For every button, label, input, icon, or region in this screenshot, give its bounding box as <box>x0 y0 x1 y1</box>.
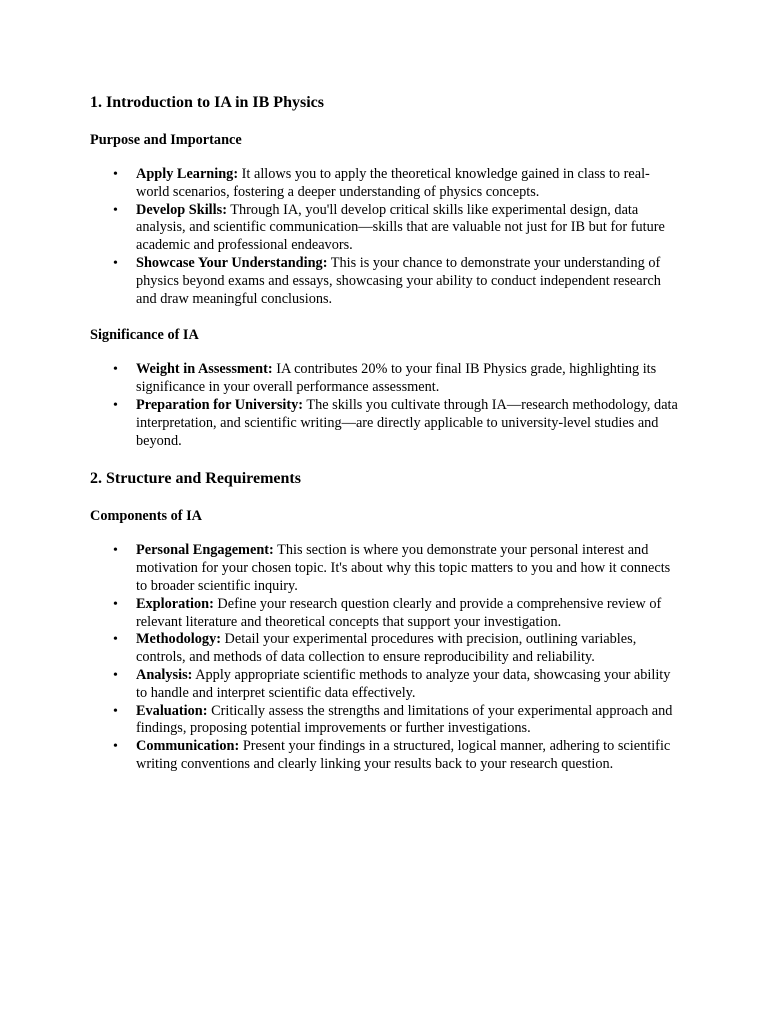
item-label: Analysis: <box>136 666 193 683</box>
list-item <box>113 166 678 202</box>
bullet-icon: • <box>113 397 118 413</box>
list-item <box>113 254 678 308</box>
bullet-icon: • <box>113 255 118 271</box>
list-item <box>113 702 678 739</box>
list-item <box>113 631 678 667</box>
item-label: Evaluation: <box>136 702 208 719</box>
bullet-icon: • <box>113 596 118 612</box>
item-label: Communication: <box>136 738 240 755</box>
subsection-heading: Significance of IA <box>90 327 199 344</box>
bullet-icon: • <box>113 667 118 683</box>
list-item <box>113 361 678 397</box>
subsection-heading: Purpose and Importance <box>90 132 242 148</box>
item-text: Define your research question clearly and provide a comprehensive review of relevant literature and theoretical concepts that support your investigation. <box>136 595 662 630</box>
list-item <box>113 738 678 774</box>
list-item <box>113 666 678 703</box>
item-label: Apply Learning: <box>136 166 239 182</box>
bullet-icon: • <box>113 632 118 648</box>
item-label: Preparation for University: <box>136 396 304 413</box>
bullet-icon: • <box>113 703 118 719</box>
item-label: Showcase Your Understanding: <box>136 254 328 271</box>
list-item <box>113 542 678 595</box>
item-label: Methodology: <box>136 631 221 648</box>
subsection-heading: Components of IA <box>90 508 203 525</box>
bullet-list <box>90 166 678 308</box>
item-text: Present your findings in a structured, logical manner, adhering to scientific writing conventions and clearly linking your results back to your research question. <box>136 738 671 772</box>
bullet-list <box>90 542 678 773</box>
bullet-icon: • <box>113 167 118 182</box>
item-text: It allows you to apply the theoretical knowledge gained in class to real-world scenarios, fostering a deeper understanding of physics concepts. <box>136 166 650 200</box>
item-label: Develop Skills: <box>136 201 227 218</box>
list-item <box>113 396 678 450</box>
bullet-list <box>90 361 678 450</box>
item-text: Detail your experimental procedures with precision, outlining variables, controls, and methods of data collection to ensure reproducibility and reliability. <box>136 631 637 666</box>
item-text: The skills you cultivate through IA—research methodology, data interpretation, and scientific writing—are directly applicable to university-level studies and beyond. <box>136 396 678 449</box>
item-label: Weight in Assessment: <box>136 361 273 378</box>
item-text: Critically assess the strengths and limitations of your experimental approach and findings, proposing potential improvements or further investigations. <box>136 702 673 737</box>
section-heading: 2. Structure and Requirements <box>90 470 301 488</box>
list-item <box>113 201 678 255</box>
item-text: This is your chance to demonstrate your understanding of physics beyond exams and essays, showcasing your ability to conduct independent research and draw meaningful conclusions. <box>136 254 661 307</box>
list-item <box>113 595 678 632</box>
bullet-icon: • <box>113 543 118 559</box>
item-text: IA contributes 20% to your final IB Physics grade, highlighting its significance in your overall performance assessment. <box>136 361 657 396</box>
item-text: Through IA, you'll develop critical skills like experimental design, data analysis, and scientific communication—skills that are valuable not just for IB but for future academic and professional endeavors. <box>136 201 665 254</box>
item-label: Personal Engagement: <box>136 542 274 559</box>
bullet-icon: • <box>113 202 118 218</box>
bullet-icon: • <box>113 362 118 378</box>
item-label: Exploration: <box>136 595 214 612</box>
bullet-icon: • <box>113 739 118 755</box>
item-text: Apply appropriate scientific methods to analyze your data, showcasing your ability to handle and interpret scientific data effectively. <box>136 666 671 701</box>
section-heading: 1. Introduction to IA in IB Physics <box>90 94 324 111</box>
item-text: This section is where you demonstrate your personal interest and motivation for your chosen topic. It's about why this topic matters to you and how it connects to broader scientific inquiry. <box>136 542 671 594</box>
